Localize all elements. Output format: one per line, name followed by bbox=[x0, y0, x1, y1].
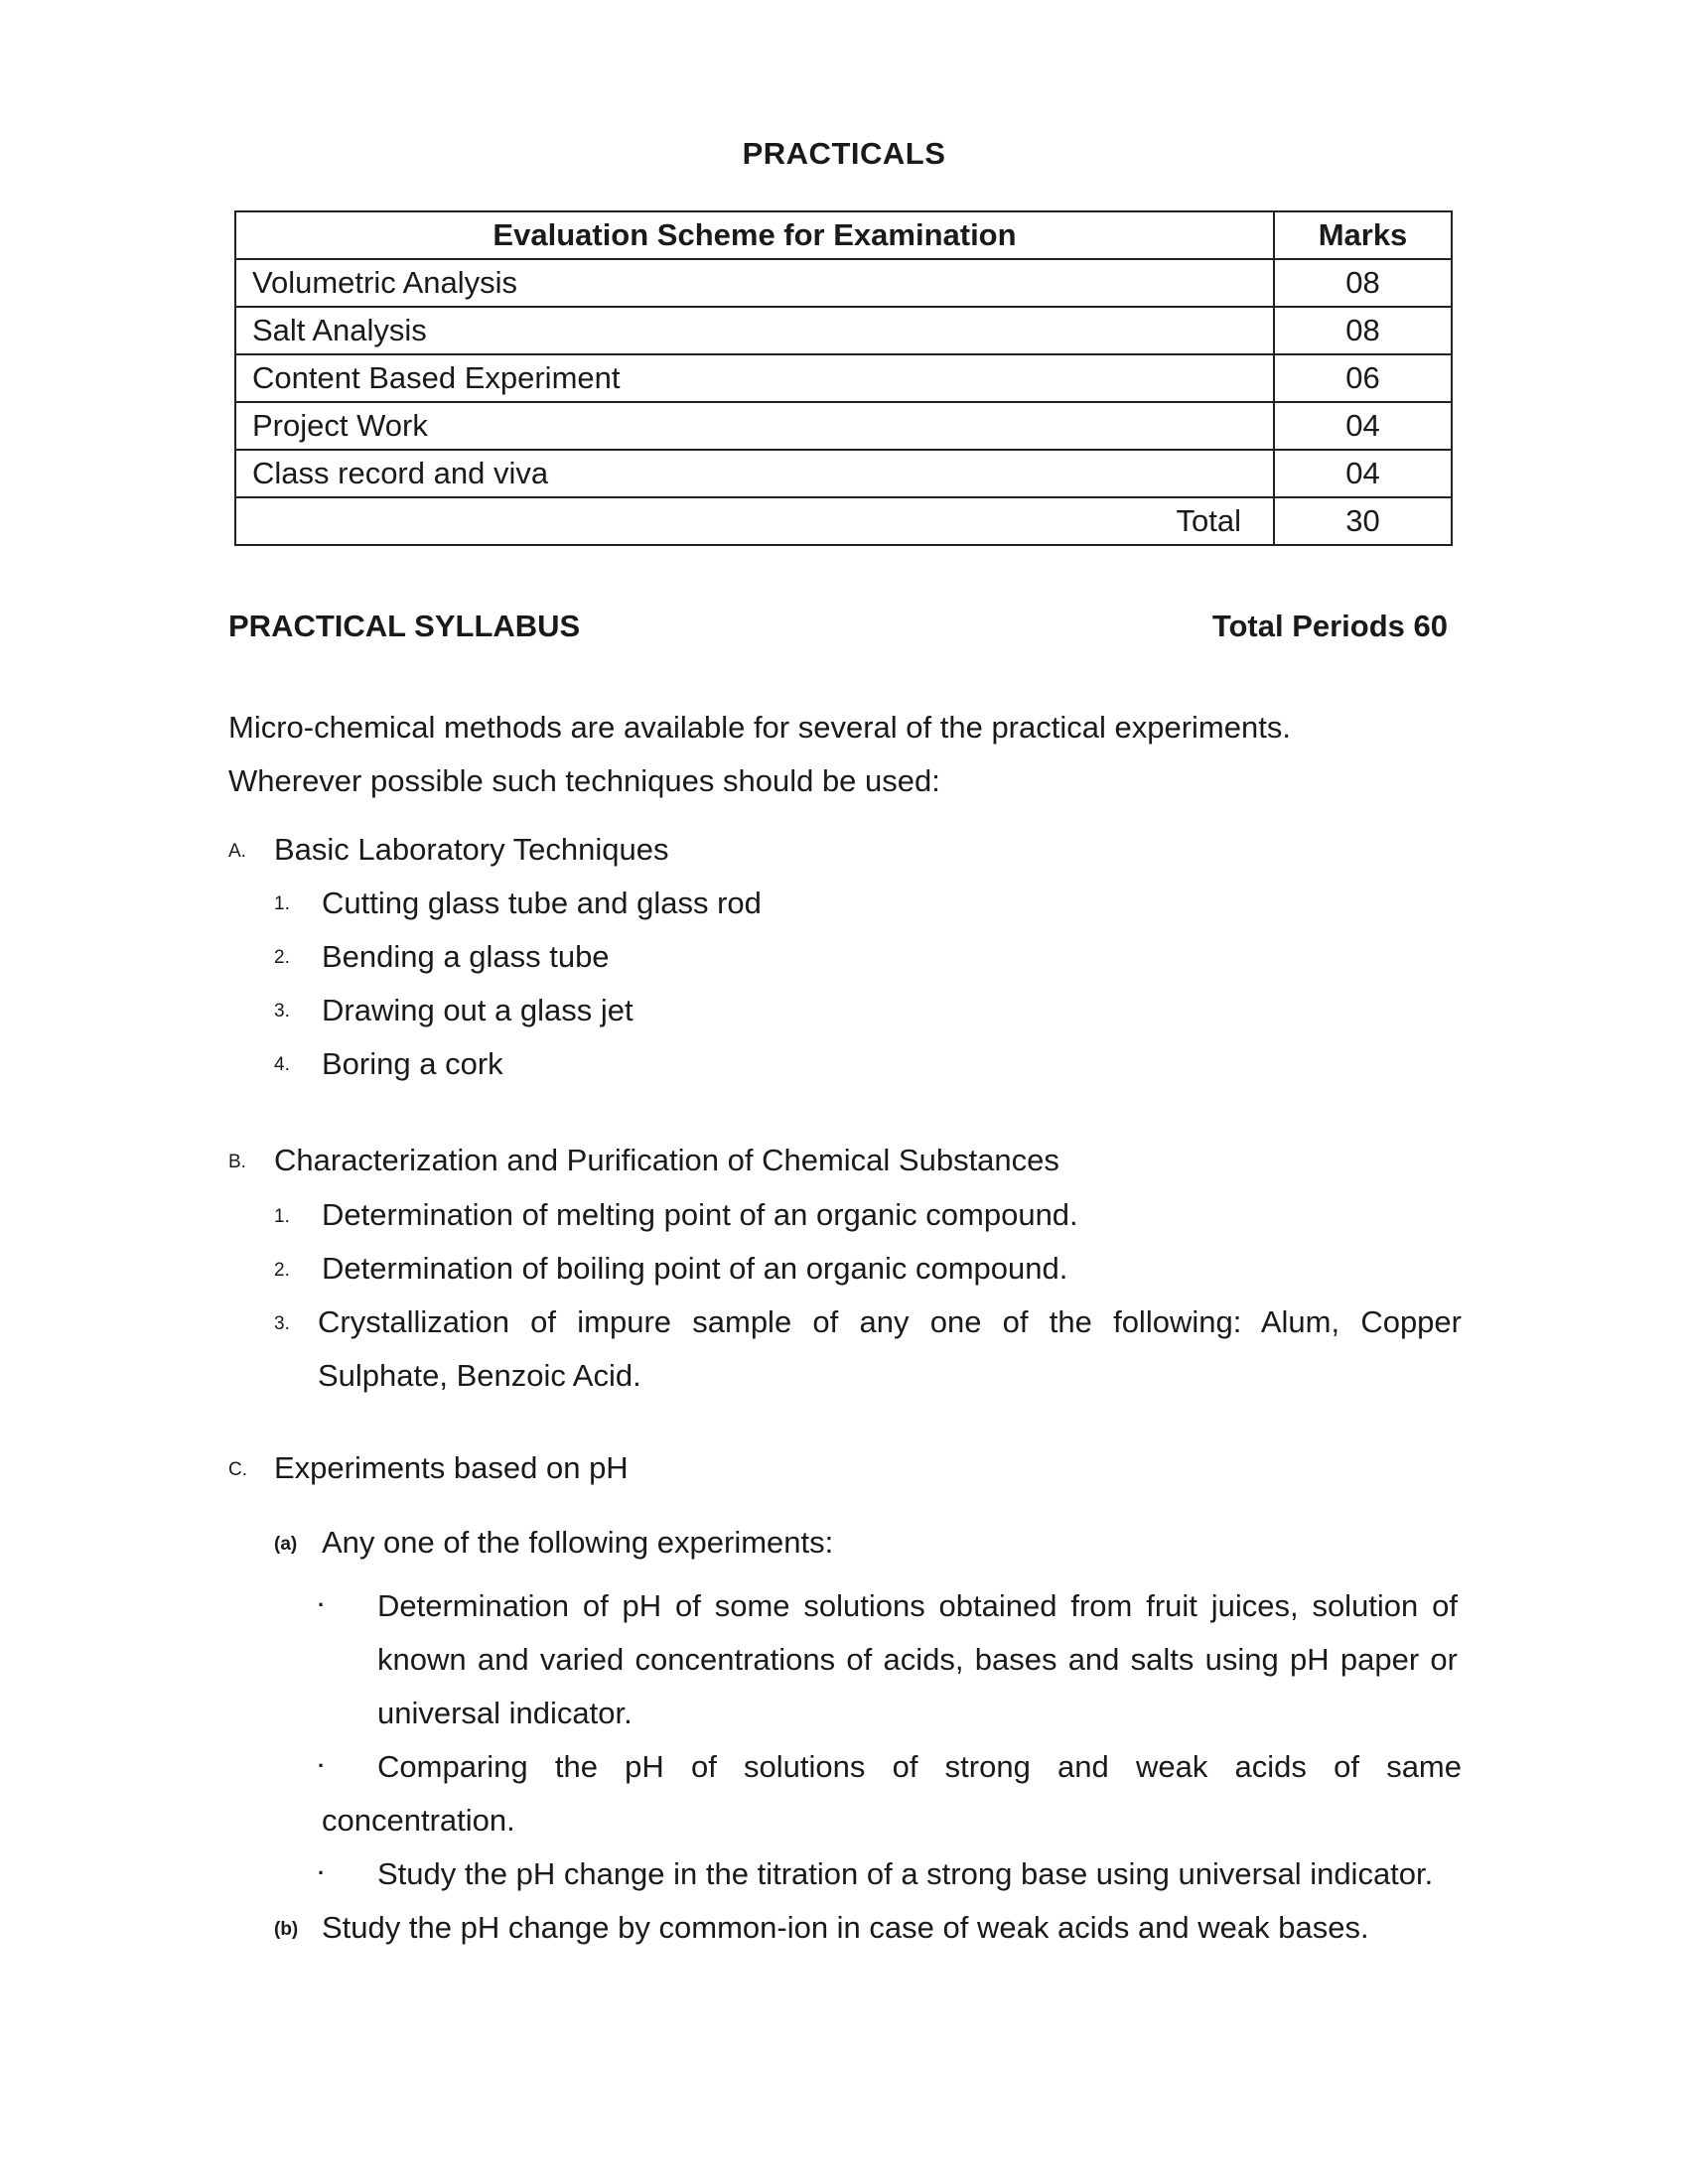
row-item: Class record and viva bbox=[235, 450, 1274, 497]
row-item: Project Work bbox=[235, 402, 1274, 450]
table-row bbox=[235, 450, 1452, 497]
row-marks: 08 bbox=[1274, 259, 1452, 307]
total-label: Total bbox=[235, 497, 1274, 545]
bullet-text: Comparing the pH of solutions of strong and weak acids of same bbox=[377, 1749, 1462, 1784]
header-scheme: Evaluation Scheme for Examination bbox=[235, 211, 1274, 259]
evaluation-table bbox=[234, 210, 1453, 546]
intro-line: Wherever possible such techniques should be used: bbox=[228, 763, 940, 798]
list-item: Determination of melting point of an organic compound. bbox=[322, 1197, 1078, 1232]
bullet-text: concentration. bbox=[322, 1803, 515, 1838]
list-item-number: 1. bbox=[274, 1206, 290, 1227]
table-header-row bbox=[235, 211, 1452, 259]
list-item: Crystallization of impure sample of any one of the following: Alum, Copper bbox=[318, 1304, 1462, 1339]
row-item: Salt Analysis bbox=[235, 307, 1274, 354]
list-item: Boring a cork bbox=[322, 1046, 503, 1081]
bullet-text: universal indicator. bbox=[377, 1696, 633, 1730]
list-item: Drawing out a glass jet bbox=[322, 993, 633, 1027]
page-title: PRACTICALS bbox=[742, 136, 946, 171]
row-marks: 06 bbox=[1274, 354, 1452, 402]
table-row bbox=[235, 354, 1452, 402]
row-item: Volumetric Analysis bbox=[235, 259, 1274, 307]
table-total-row bbox=[235, 497, 1452, 545]
list-item-number: 2. bbox=[274, 1260, 290, 1281]
list-item-number: 3. bbox=[274, 1001, 290, 1022]
list-item: Determination of boiling point of an organic compound. bbox=[322, 1251, 1068, 1286]
section-c-marker: C. bbox=[228, 1459, 247, 1480]
table-row bbox=[235, 402, 1452, 450]
total-marks: 30 bbox=[1274, 497, 1452, 545]
sub-item-text: Study the pH change by common-ion in case of weak acids and weak bases. bbox=[322, 1910, 1369, 1945]
section-a-title: Basic Laboratory Techniques bbox=[274, 832, 669, 867]
row-marks: 04 bbox=[1274, 450, 1452, 497]
sub-item-marker: (a) bbox=[274, 1534, 298, 1555]
list-item: Cutting glass tube and glass rod bbox=[322, 886, 762, 920]
section-b-marker: B. bbox=[228, 1152, 246, 1172]
row-marks: 04 bbox=[1274, 402, 1452, 450]
sub-item-marker: (b) bbox=[274, 1919, 299, 1940]
bullet-icon: · bbox=[318, 1592, 326, 1617]
header-marks: Marks bbox=[1274, 211, 1452, 259]
table-row bbox=[235, 259, 1452, 307]
sub-item-text: Any one of the following experiments: bbox=[322, 1525, 834, 1560]
total-periods: Total Periods 60 bbox=[1211, 609, 1448, 643]
list-item-continuation: Sulphate, Benzoic Acid. bbox=[318, 1358, 641, 1393]
section-c-title: Experiments based on pH bbox=[274, 1450, 629, 1485]
bullet-icon: · bbox=[318, 1860, 326, 1885]
list-item: Bending a glass tube bbox=[322, 939, 610, 974]
list-item-number: 1. bbox=[274, 893, 290, 914]
bullet-icon: · bbox=[318, 1753, 326, 1778]
row-marks: 08 bbox=[1274, 307, 1452, 354]
list-item-number: 4. bbox=[274, 1054, 290, 1075]
syllabus-heading: PRACTICAL SYLLABUS bbox=[228, 609, 581, 643]
bullet-text: known and varied concentrations of acids, bases and salts using pH paper or bbox=[377, 1642, 1458, 1677]
list-item-number: 2. bbox=[274, 947, 290, 968]
intro-line: Micro-chemical methods are available for several of the practical experiments. bbox=[228, 710, 1291, 745]
list-item-number: 3. bbox=[274, 1313, 290, 1334]
section-b-title: Characterization and Purification of Chemical Substances bbox=[274, 1143, 1059, 1177]
bullet-text: Determination of pH of some solutions obtained from fruit juices, solution of bbox=[377, 1588, 1458, 1623]
row-item: Content Based Experiment bbox=[235, 354, 1274, 402]
syllabus-heading-row bbox=[228, 609, 1448, 644]
section-a-marker: A. bbox=[228, 841, 246, 862]
intro-paragraph bbox=[228, 701, 1291, 808]
bullet-text: Study the pH change in the titration of a strong base using universal indicator. bbox=[377, 1856, 1434, 1891]
table-row bbox=[235, 307, 1452, 354]
